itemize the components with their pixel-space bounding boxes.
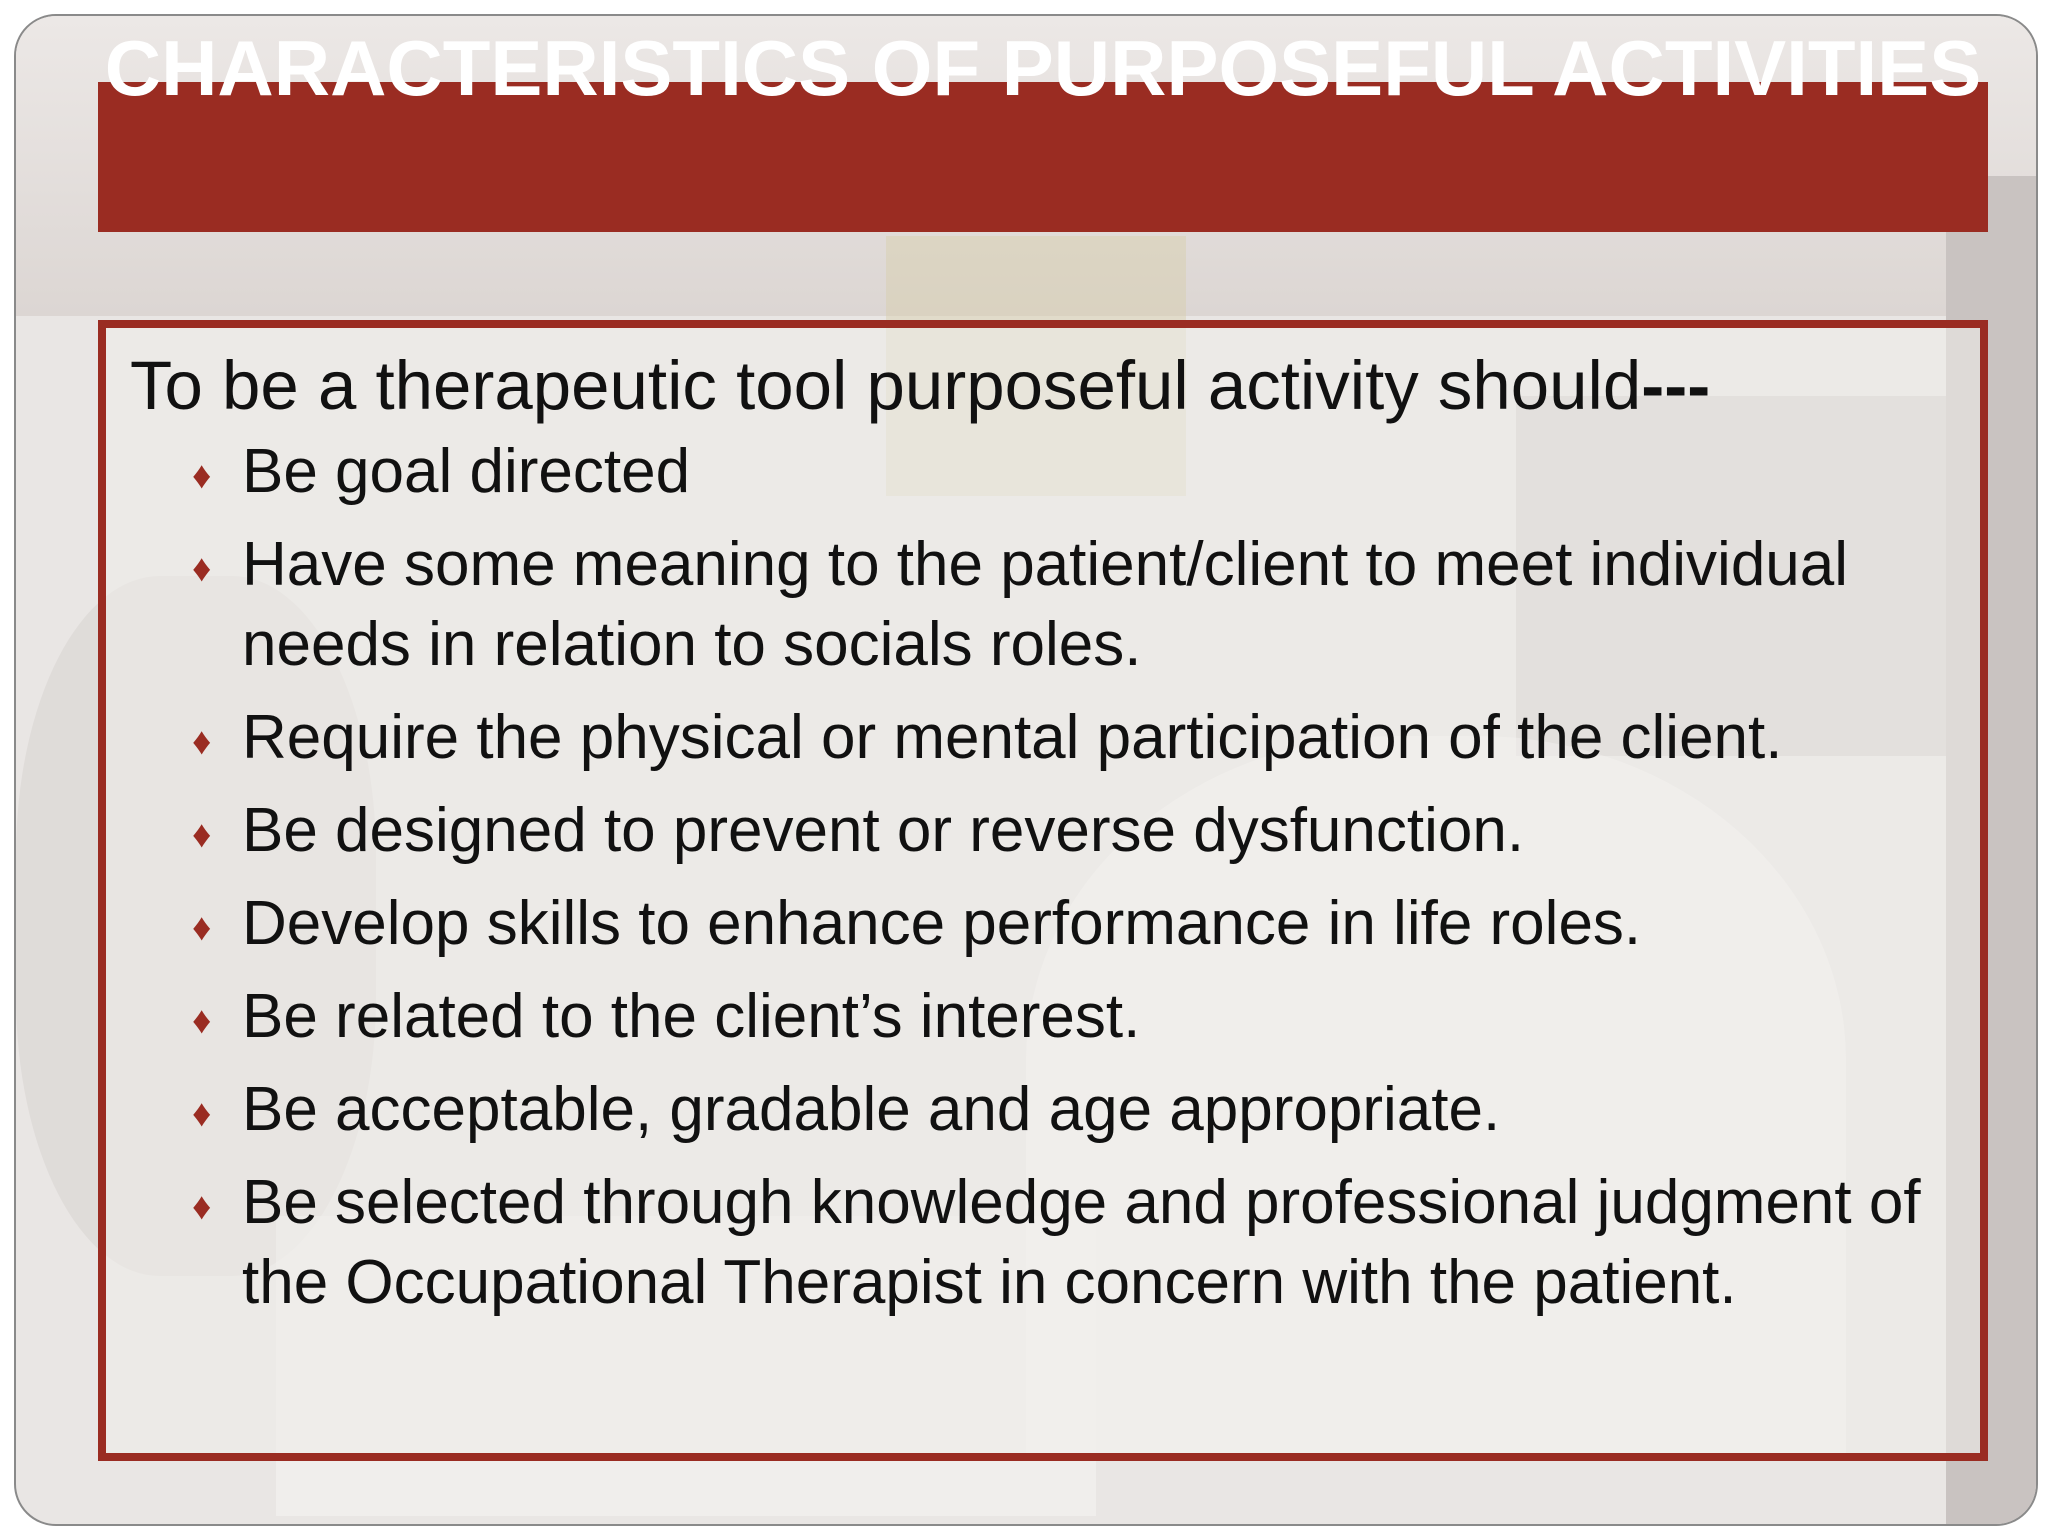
diamond-bullet-icon: ♦ <box>192 721 212 763</box>
bullet-text: Require the physical or mental participation of the client. <box>242 703 1783 772</box>
bullet-item <box>106 1070 1980 1150</box>
content-box <box>98 320 1988 1461</box>
bullet-item <box>106 432 1980 512</box>
diamond-bullet-icon: ♦ <box>192 455 212 497</box>
bullet-item <box>106 698 1980 778</box>
bullet-text: Have some meaning to the patient/client to meet individual needs in relation to socials roles. <box>242 530 1849 679</box>
slide <box>14 14 2038 1526</box>
diamond-bullet-icon: ♦ <box>192 907 212 949</box>
bullet-text: Develop skills to enhance performance in life roles. <box>242 889 1642 958</box>
diamond-bullet-icon: ♦ <box>192 548 212 590</box>
diamond-bullet-icon: ♦ <box>192 814 212 856</box>
bullet-text: Be acceptable, gradable and age appropriate. <box>242 1075 1501 1144</box>
slide-title: CHARACTERISTICS OF PURPOSEFUL ACTIVITIES <box>104 24 1982 112</box>
intro-label: To be a therapeutic tool purposeful activity should <box>130 347 1642 424</box>
diamond-bullet-icon: ♦ <box>192 1093 212 1135</box>
bullet-text: Be designed to prevent or reverse dysfunction. <box>242 796 1525 865</box>
diamond-bullet-icon: ♦ <box>192 1186 212 1228</box>
bullet-list <box>106 432 1980 1336</box>
intro-text <box>130 344 1710 428</box>
diamond-bullet-icon: ♦ <box>192 1000 212 1042</box>
bullet-item <box>106 977 1980 1057</box>
bullet-item <box>106 884 1980 964</box>
bullet-item <box>106 791 1980 871</box>
bullet-text: Be related to the client’s interest. <box>242 982 1141 1051</box>
bullet-item <box>106 525 1980 685</box>
bullet-text: Be selected through knowledge and professional judgment of the Occupational Therapist in concern with the patient. <box>242 1168 1921 1317</box>
intro-dashes: --- <box>1641 347 1711 424</box>
bullet-text: Be goal directed <box>242 437 691 506</box>
bullet-item <box>106 1163 1980 1323</box>
